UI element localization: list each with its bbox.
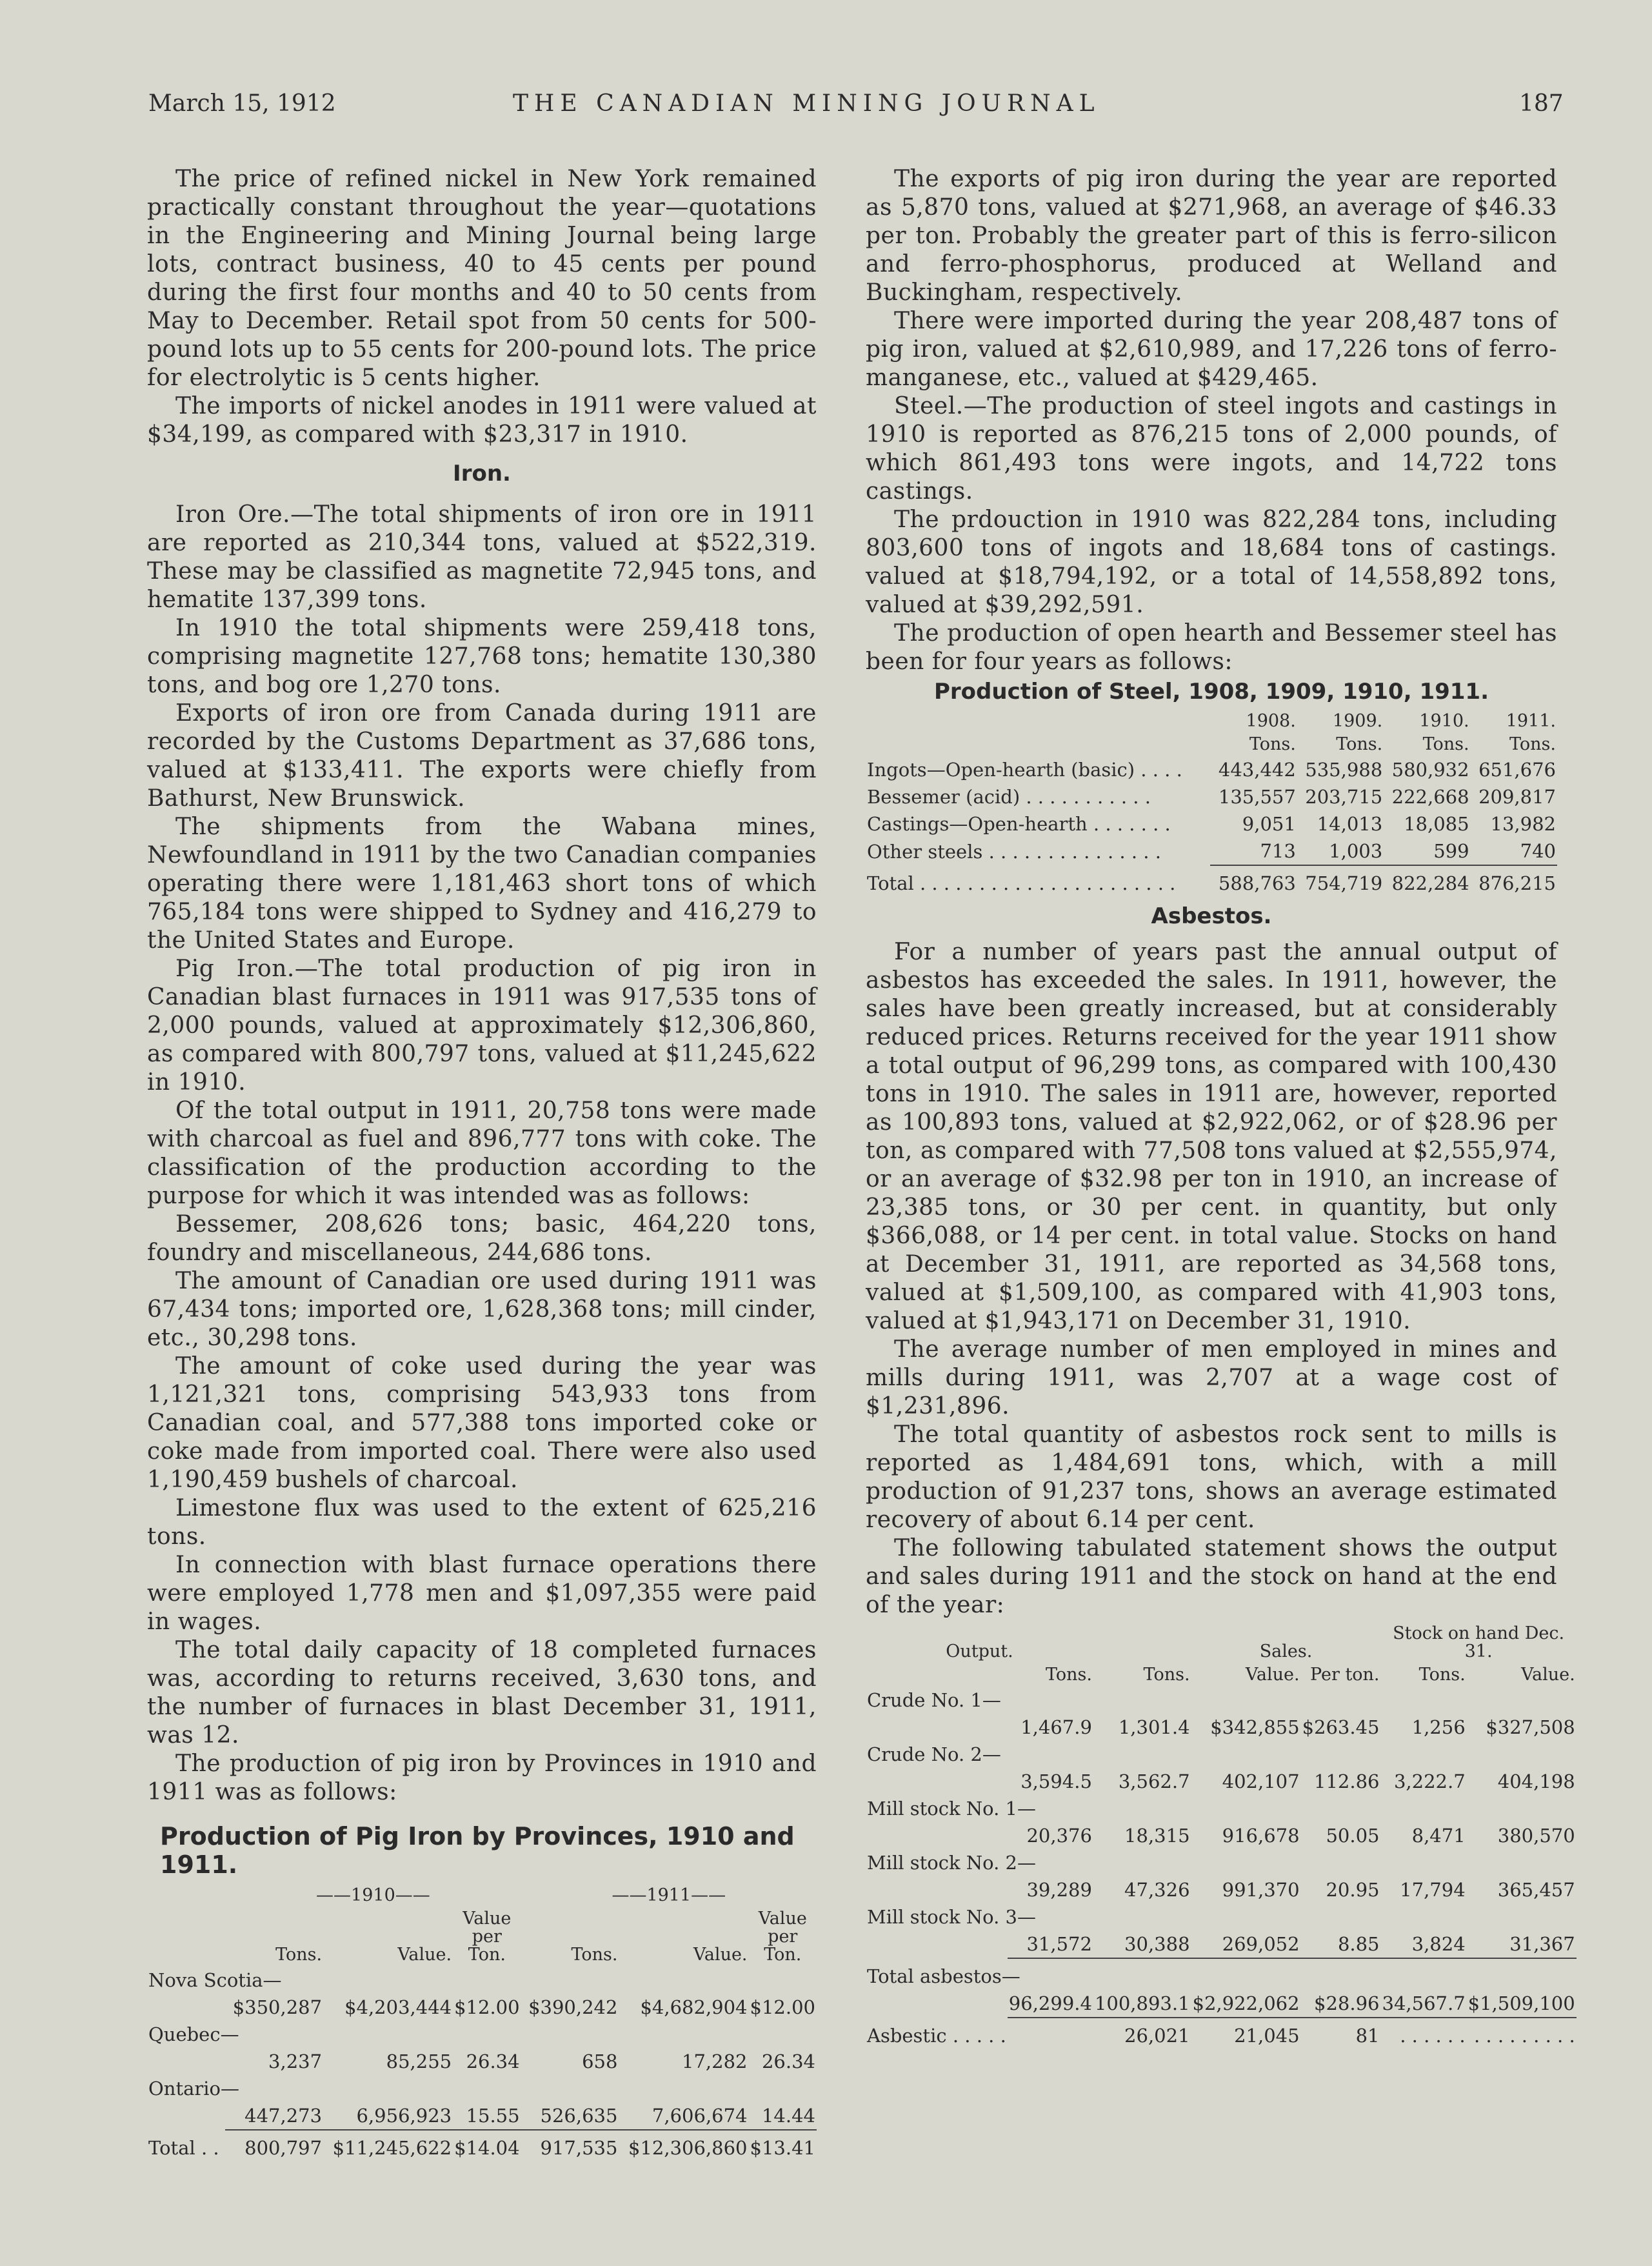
col-header: Value per Ton. bbox=[758, 1909, 807, 1965]
cell: 26.34 bbox=[466, 2050, 520, 2072]
cell: $350,287 bbox=[232, 1996, 323, 2018]
total-label: Total asbestos— bbox=[867, 1965, 1020, 1987]
year-header: 1910. bbox=[1419, 711, 1469, 731]
cell: $4,203,444 bbox=[344, 1996, 452, 2018]
paragraph: The prdouction in 1910 was 822,284 tons, including 803,600 tons of ingots and 18,684 tons of castings. valued at $18,794,192, or a total of 14,558,892 tons, valued at $39,292,591. bbox=[866, 506, 1557, 618]
cell: $11,245,622 bbox=[332, 2137, 452, 2159]
row-label: Bessemer (acid) . . . . . . . . . . . bbox=[867, 786, 1151, 808]
cell: $13.41 bbox=[750, 2137, 815, 2159]
cell: 447,273 bbox=[244, 2105, 323, 2127]
paragraph: The exports of pig iron during the year are reported as 5,870 tons, valued at $271,968, an average of $46.33 per ton. Probably the greater part of this is ferro-silicon and ferro-phosphorus, produced at Welland and Buckingham, respectively. bbox=[866, 166, 1557, 306]
col-header: Value. bbox=[397, 1945, 452, 1965]
cell: 7,606,674 bbox=[652, 2105, 748, 2127]
cell: $390,242 bbox=[528, 1996, 618, 2018]
cell: 30,388 bbox=[1124, 1933, 1190, 1955]
cell: 18,085 bbox=[1404, 813, 1469, 835]
cell: 20.95 bbox=[1326, 1879, 1380, 1901]
col-header: Tons. bbox=[571, 1945, 618, 1965]
cell: 365,457 bbox=[1497, 1879, 1575, 1901]
year-header: ——1910—— bbox=[316, 1885, 430, 1905]
cell: 443,442 bbox=[1218, 759, 1296, 781]
cell: 17,282 bbox=[682, 2050, 748, 2072]
table-row bbox=[866, 2022, 1577, 2049]
cell: 3,824 bbox=[1411, 1933, 1466, 1955]
paragraph: In connection with blast furnace operations there were employed 1,778 men and $1,097,355 were paid in wages. bbox=[147, 1552, 817, 1635]
table-row bbox=[866, 756, 1557, 783]
cell: 3,237 bbox=[268, 2050, 323, 2072]
cell: 85,255 bbox=[386, 2050, 452, 2072]
cell: 34,567.7 bbox=[1382, 1992, 1466, 2014]
row-label: Ingots—Open-hearth (basic) . . . . bbox=[867, 759, 1182, 781]
table-row bbox=[866, 810, 1557, 837]
paragraph: The following tabulated statement shows the output and sales during 1911 and the stock on hand at the end of the year: bbox=[866, 1535, 1557, 1618]
paragraph: The total quantity of asbestos rock sent to mills is reported as 1,484,691 tons, which, with a mill production of 91,237 tons, shows an average estimated recovery of about 6.14 per cent. bbox=[866, 1421, 1557, 1533]
row-label: Other steels . . . . . . . . . . . . . . . bbox=[867, 841, 1161, 863]
paragraph: Pig Iron.—The total production of pig iron in Canadian blast furnaces in 1911 was 917,535 tons of 2,000 pounds, valued at approximately $12,306,860, as compared with 800,797 tons, valued at $11,245,622 in 1910. bbox=[147, 956, 817, 1096]
cell: 203,715 bbox=[1305, 786, 1383, 808]
table-total-row bbox=[866, 870, 1557, 897]
paragraph: Exports of iron ore from Canada during 1911 are recorded by the Customs Department as 37,686 tons, valued at $133,411. The exports were chiefly from Bathurst, New Brunswick. bbox=[147, 700, 817, 812]
cell: 8,471 bbox=[1411, 1825, 1466, 1847]
table-total-row bbox=[866, 1990, 1577, 2018]
table-row bbox=[866, 1876, 1577, 1903]
cell: 740 bbox=[1520, 840, 1556, 862]
year-header: 1908. bbox=[1246, 711, 1296, 731]
paragraph: The price of refined nickel in New York remained practically constant throughout the year—quotations in the Engineering and Mining Journal being large lots, contract business, 40 to 45 cents per pound during the first four months and 40 to 50 cents from May to December. Retail spot from 50 cents for 500-pound lots up to 55 cents for 200-pound lots. The price for electrolytic is 5 cents higher. bbox=[147, 166, 817, 391]
paragraph: There were imported during the year 208,487 tons of pig iron, valued at $2,610,989, and 17,226 tons of ferro-manganese, etc., valued at $429,465. bbox=[866, 308, 1557, 391]
col-header: Sales. bbox=[1259, 1641, 1313, 1661]
cell: 18,315 bbox=[1124, 1825, 1190, 1847]
row-label: Mill stock No. 1— bbox=[867, 1798, 1036, 1820]
cell: 31,367 bbox=[1509, 1933, 1575, 1955]
cell: $12.00 bbox=[750, 1996, 815, 2018]
cell: 3,562.7 bbox=[1118, 1770, 1190, 1792]
page-number: 187 bbox=[1519, 90, 1564, 117]
paragraph: The total daily capacity of 18 completed furnaces was, according to returns received, 3,630 tons, and the number of furnaces in blast December 31, 1911, was 12. bbox=[147, 1637, 817, 1749]
row-label: Quebec— bbox=[148, 2023, 239, 2045]
cell: 916,678 bbox=[1222, 1825, 1300, 1847]
row-label: Nova Scotia— bbox=[148, 1969, 282, 1991]
section-heading-asbestos: Asbestos. bbox=[1151, 903, 1272, 929]
row-label: Crude No. 1— bbox=[867, 1689, 1001, 1711]
cell: 991,370 bbox=[1222, 1879, 1300, 1901]
pig-iron-table-title: Production of Pig Iron by Provinces, 1910 and 1911. bbox=[160, 1822, 795, 1879]
cell: 6,956,923 bbox=[356, 2105, 452, 2127]
cell: 1,467.9 bbox=[1020, 1716, 1092, 1738]
cell: . . . . . . . . . bbox=[1473, 2025, 1575, 2047]
cell: $342,855 bbox=[1210, 1716, 1300, 1738]
col-header: Stock on hand Dec. 31. bbox=[1393, 1623, 1565, 1661]
journal-title: THE CANADIAN MINING JOURNAL bbox=[513, 90, 1100, 117]
cell: 112.86 bbox=[1314, 1770, 1380, 1792]
steel-table bbox=[866, 710, 1557, 897]
paragraph: Limestone flux was used to the extent of 625,216 tons. bbox=[147, 1495, 817, 1550]
row-label: Mill stock No. 2— bbox=[867, 1852, 1036, 1874]
cell: $4,682,904 bbox=[640, 1996, 748, 2018]
table-row bbox=[866, 1714, 1577, 1741]
cell: 14.44 bbox=[761, 2105, 815, 2127]
cell: 876,215 bbox=[1478, 872, 1556, 894]
cell: 47,326 bbox=[1124, 1879, 1190, 1901]
paragraph: The imports of nickel anodes in 1911 were valued at $34,199, as compared with $23,317 in 1910. bbox=[147, 393, 817, 448]
cell: 81 bbox=[1355, 2025, 1380, 2047]
total-label: Total . . . . . . . . . . . . . . . . . . . . . . bbox=[867, 872, 1176, 894]
cell: . . . . . . bbox=[1400, 2025, 1466, 2047]
cell: $12.00 bbox=[454, 1996, 520, 2018]
paragraph: For a number of years past the annual output of asbestos has exceeded the sales. In 1911, however, the sales have been greatly increased, but at considerably reduced prices. Returns received for the year 1911 show a total output of 96,299 tons, as compared with 100,430 tons in 1910. The sales in 1911 are, however, reported as 100,893 tons, valued at $2,922,062, or of $28.96 per ton, as compared with 77,508 tons valued at $2,555,974, or an average of $32.98 per ton in 1910, an increase of 23,385 tons, or 30 per cent. in quantity, but only $366,088, or 14 per cent. in total value. Stocks on hand at December 31, 1911, are reported as 34,568 tons, valued at $1,509,100, as compared with 41,903 tons, valued at $1,943,171 on December 31, 1910. bbox=[866, 939, 1557, 1334]
section-heading-iron: Iron. bbox=[453, 461, 511, 486]
pig-iron-table bbox=[147, 1884, 817, 2161]
unit-header: Tons. bbox=[1336, 734, 1383, 754]
cell: 713 bbox=[1260, 840, 1296, 862]
cell: 651,676 bbox=[1478, 759, 1556, 781]
year-header: 1909. bbox=[1332, 711, 1383, 731]
cell: 402,107 bbox=[1222, 1770, 1300, 1792]
table-row bbox=[866, 1768, 1577, 1795]
cell: 9,051 bbox=[1242, 813, 1296, 835]
col-header: Tons. bbox=[1418, 1665, 1466, 1685]
col-header: Output. bbox=[946, 1641, 1013, 1661]
paragraph: Of the total output in 1911, 20,758 tons were made with charcoal as fuel and 896,777 tons with coke. The classification of the production according to the purpose for which it was intended was as follows: bbox=[147, 1098, 817, 1209]
cell: 754,719 bbox=[1305, 872, 1383, 894]
cell: 14,013 bbox=[1317, 813, 1383, 835]
cell: 1,003 bbox=[1329, 840, 1383, 862]
cell: 222,668 bbox=[1391, 786, 1469, 808]
table-row bbox=[147, 1994, 817, 2021]
paragraph: The average number of men employed in mines and mills during 1911, was 2,707 at a wage cost of $1,231,896. bbox=[866, 1336, 1557, 1419]
cell: 50.05 bbox=[1326, 1825, 1380, 1847]
cell: 26,021 bbox=[1124, 2025, 1190, 2047]
cell: 526,635 bbox=[540, 2105, 618, 2127]
cell: 31,572 bbox=[1026, 1933, 1092, 1955]
table-row bbox=[866, 1822, 1577, 1849]
year-header: 1911. bbox=[1506, 711, 1556, 731]
col-header: Value. bbox=[693, 1945, 748, 1965]
total-label: Total . . bbox=[148, 2137, 219, 2159]
cell: 404,198 bbox=[1497, 1770, 1575, 1792]
row-label: Crude No. 2— bbox=[867, 1743, 1001, 1765]
paragraph: The shipments from the Wabana mines, Newfoundland in 1911 by the two Canadian companies operating there were 1,181,463 short tons of which 765,184 tons were shipped to Sydney and 416,279 to the United States and Europe. bbox=[147, 814, 817, 954]
row-label: Asbestic . . . . . bbox=[867, 2025, 1006, 2047]
year-header: ——1911—— bbox=[612, 1885, 726, 1905]
cell: $14.04 bbox=[454, 2137, 520, 2159]
right-column bbox=[866, 165, 1575, 2049]
cell: 209,817 bbox=[1478, 786, 1556, 808]
steel-table-title: Production of Steel, 1908, 1909, 1910, 1911. bbox=[934, 679, 1489, 705]
unit-header: Tons. bbox=[1249, 734, 1296, 754]
issue-date: March 15, 1912 bbox=[148, 90, 336, 117]
cell: 380,570 bbox=[1497, 1825, 1575, 1847]
col-header: Tons. bbox=[1143, 1665, 1190, 1685]
paragraph: The amount of Canadian ore used during 1911 was 67,434 tons; imported ore, 1,628,368 tons; mill cinder, etc., 30,298 tons. bbox=[147, 1268, 817, 1351]
cell: 135,557 bbox=[1218, 786, 1296, 808]
cell: 8.85 bbox=[1337, 1933, 1380, 1955]
table-row bbox=[147, 2048, 817, 2075]
table-row bbox=[866, 1930, 1577, 1958]
cell: 800,797 bbox=[244, 2137, 323, 2159]
row-label: Mill stock No. 3— bbox=[867, 1906, 1036, 1928]
col-header: Value. bbox=[1521, 1665, 1575, 1685]
paragraph: In 1910 the total shipments were 259,418 tons, comprising magnetite 127,768 tons; hematite 130,380 tons, and bog ore 1,270 tons. bbox=[147, 615, 817, 698]
cell: $2,922,062 bbox=[1192, 1992, 1300, 2014]
cell: $263.45 bbox=[1302, 1716, 1380, 1738]
cell: 269,052 bbox=[1222, 1933, 1300, 1955]
cell: 39,289 bbox=[1026, 1879, 1092, 1901]
cell: 3,594.5 bbox=[1020, 1770, 1092, 1792]
cell: $28.96 bbox=[1314, 1992, 1380, 2014]
paragraph: Steel.—The production of steel ingots and castings in 1910 is reported as 876,215 tons of 2,000 pounds, of which 861,493 tons were ingots, and 14,722 tons castings. bbox=[866, 393, 1557, 505]
cell: 96,299.4 bbox=[1008, 1992, 1092, 2014]
cell: 1,301.4 bbox=[1118, 1716, 1190, 1738]
cell: 3,222.7 bbox=[1393, 1770, 1466, 1792]
paragraph: Bessemer, 208,626 tons; basic, 464,220 tons, foundry and miscellaneous, 244,686 tons. bbox=[147, 1211, 817, 1266]
cell: 535,988 bbox=[1305, 759, 1383, 781]
cell: 17,794 bbox=[1400, 1879, 1466, 1901]
cell: 21,045 bbox=[1234, 2025, 1300, 2047]
cell: 588,763 bbox=[1218, 872, 1296, 894]
col-header: Per ton. bbox=[1310, 1665, 1380, 1685]
cell: 20,376 bbox=[1026, 1825, 1092, 1847]
col-header: Tons. bbox=[275, 1945, 323, 1965]
paragraph: The amount of coke used during the year was 1,121,321 tons, comprising 543,933 tons from Canadian coal, and 577,388 tons imported coke or coke made from imported coal. There were also used 1,190,459 bushels of charcoal. bbox=[147, 1353, 817, 1493]
cell: 13,982 bbox=[1490, 813, 1556, 835]
table-row bbox=[147, 2102, 817, 2130]
table-row bbox=[866, 837, 1557, 865]
cell: 658 bbox=[582, 2050, 618, 2072]
table-total-row bbox=[147, 2134, 817, 2161]
cell: 1,256 bbox=[1411, 1716, 1466, 1738]
cell: 100,893.1 bbox=[1094, 1992, 1190, 2014]
col-header: Value. bbox=[1245, 1665, 1300, 1685]
row-label: Ontario— bbox=[148, 2078, 239, 2100]
table-row bbox=[866, 783, 1557, 810]
paragraph: Iron Ore.—The total shipments of iron ore in 1911 are reported as 210,344 tons, valued at $522,319. These may be classified as magnetite 72,945 tons, and hematite 137,399 tons. bbox=[147, 501, 817, 613]
cell: 822,284 bbox=[1391, 872, 1469, 894]
cell: $327,508 bbox=[1486, 1716, 1575, 1738]
cell: 26.34 bbox=[761, 2050, 815, 2072]
left-column bbox=[147, 165, 817, 2161]
cell: $1,509,100 bbox=[1468, 1992, 1575, 2014]
cell: 917,535 bbox=[540, 2137, 618, 2159]
paragraph: The production of open hearth and Bessemer steel has been for four years as follows: bbox=[866, 620, 1557, 675]
cell: 599 bbox=[1433, 840, 1469, 862]
unit-header: Tons. bbox=[1422, 734, 1469, 754]
cell: $12,306,860 bbox=[628, 2137, 748, 2159]
col-header: Tons. bbox=[1045, 1665, 1092, 1685]
asbestos-table bbox=[866, 1622, 1577, 2049]
row-label: Castings—Open-hearth . . . . . . . bbox=[867, 813, 1171, 835]
col-header: Value per Ton. bbox=[463, 1909, 512, 1965]
paragraph: The production of pig iron by Provinces in 1910 and 1911 was as follows: bbox=[147, 1750, 817, 1805]
cell: 580,932 bbox=[1391, 759, 1469, 781]
unit-header: Tons. bbox=[1509, 734, 1556, 754]
cell: 15.55 bbox=[466, 2105, 520, 2127]
